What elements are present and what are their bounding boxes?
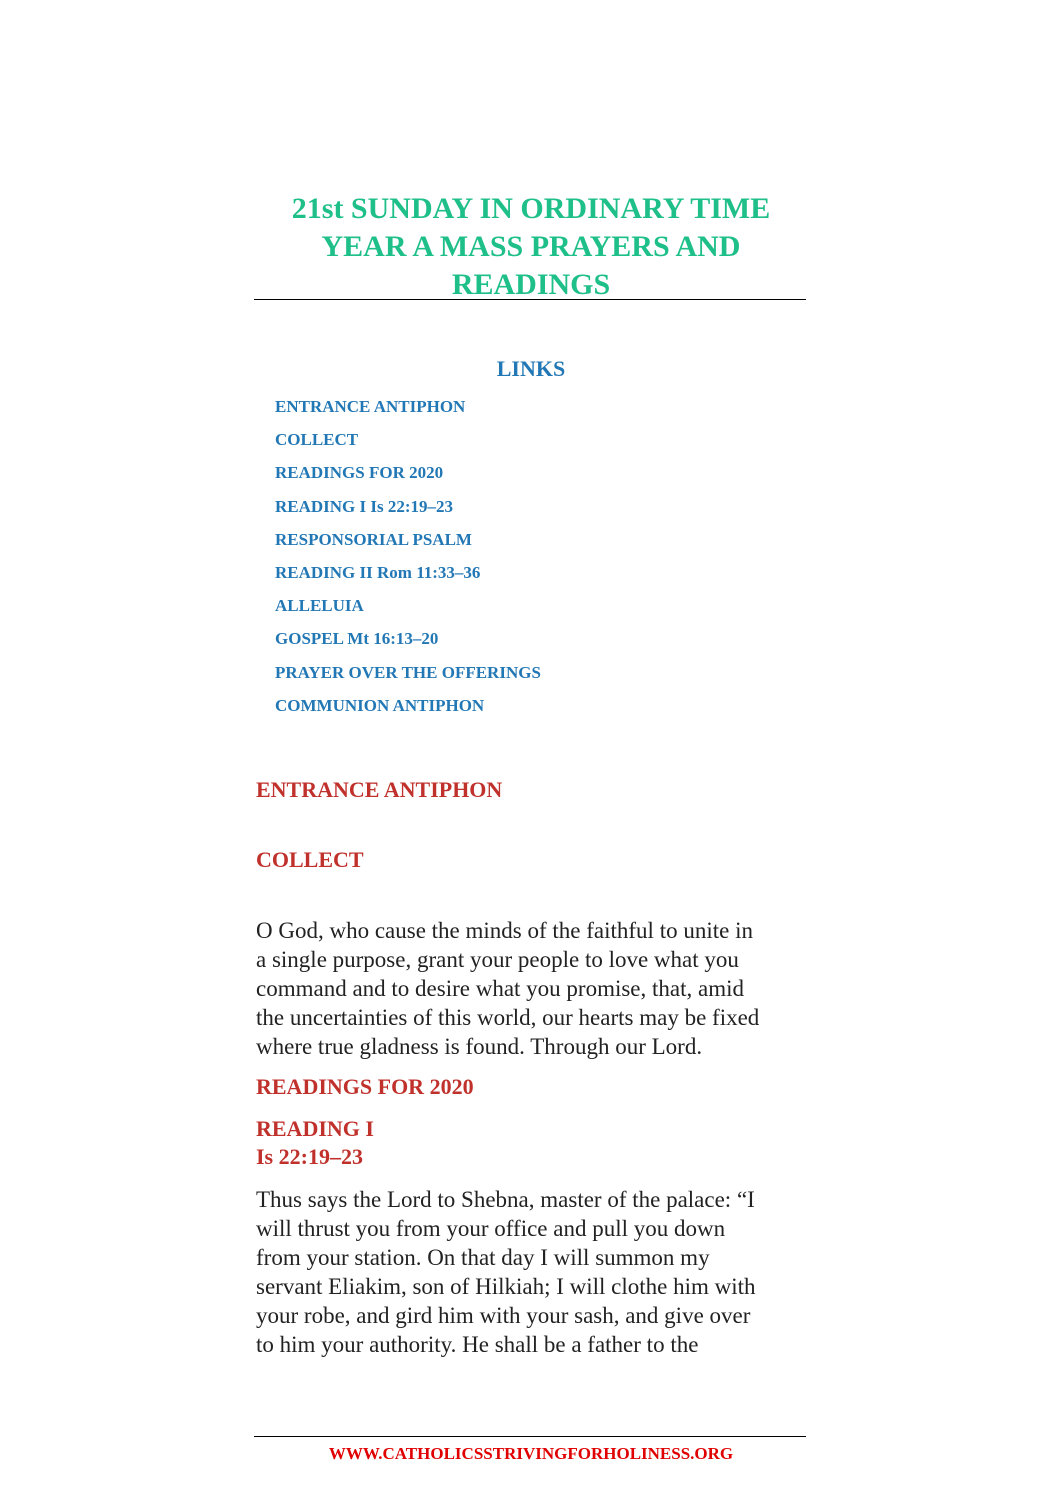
reading-one-title: READING I [256, 1116, 374, 1141]
link-readings-for-2020[interactable]: READINGS FOR 2020 [275, 463, 444, 483]
reading-line: servant Eliakim, son of Hilkiah; I will clothe him with [256, 1274, 756, 1299]
reading-one-reference: Is 22:19–23 [256, 1144, 363, 1169]
title-line: READINGS [451, 268, 611, 301]
links-list [275, 396, 541, 728]
link-communion-antiphon[interactable]: COMMUNION ANTIPHON [275, 695, 485, 715]
footer-divider [254, 1436, 806, 1437]
link-prayer-over-offerings[interactable]: PRAYER OVER THE OFFERINGS [275, 662, 541, 682]
link-reading-one[interactable]: READING I Is 22:19–23 [275, 496, 454, 516]
footer-website-link[interactable]: WWW.CATHOLICSSTRIVINGFORHOLINESS.ORG [328, 1444, 734, 1463]
collect-line: where true gladness is found. Through our Lord. [256, 1034, 703, 1059]
page-title [256, 190, 806, 304]
reading-line: your robe, and gird him with your sash, and give over [256, 1303, 751, 1328]
link-reading-two[interactable]: READING II Rom 11:33–36 [275, 562, 481, 582]
heading-reading-one [256, 1115, 374, 1171]
reading-one-text [256, 1185, 816, 1359]
link-alleluia[interactable]: ALLELUIA [275, 596, 364, 616]
collect-text [256, 916, 816, 1061]
link-gospel[interactable]: GOSPEL Mt 16:13–20 [275, 629, 439, 649]
link-responsorial-psalm[interactable]: RESPONSORIAL PSALM [275, 529, 472, 549]
heading-readings-for-2020: READINGS FOR 2020 [256, 1074, 474, 1099]
reading-line: from your station. On that day I will summon my [256, 1245, 710, 1270]
title-divider [254, 299, 806, 300]
title-line: YEAR A MASS PRAYERS AND [321, 230, 741, 263]
collect-line: a single purpose, grant your people to love what you [256, 947, 739, 972]
collect-line: O God, who cause the minds of the faithful to unite in [256, 918, 753, 943]
heading-entrance-antiphon: ENTRANCE ANTIPHON [256, 777, 503, 802]
link-entrance-antiphon[interactable]: ENTRANCE ANTIPHON [275, 397, 466, 416]
collect-line: the uncertainties of this world, our hearts may be fixed [256, 1005, 760, 1030]
collect-line: command and to desire what you promise, that, amid [256, 976, 744, 1001]
title-line: 21st SUNDAY IN ORDINARY TIME [291, 192, 771, 225]
reading-line: Thus says the Lord to Shebna, master of the palace: “I [256, 1187, 755, 1212]
reading-line: will thrust you from your office and pull you down [256, 1216, 726, 1241]
links-heading: LINKS [496, 356, 566, 381]
heading-collect: COLLECT [256, 847, 364, 872]
link-collect[interactable]: COLLECT [275, 430, 359, 450]
reading-line: to him your authority. He shall be a father to the [256, 1332, 699, 1357]
